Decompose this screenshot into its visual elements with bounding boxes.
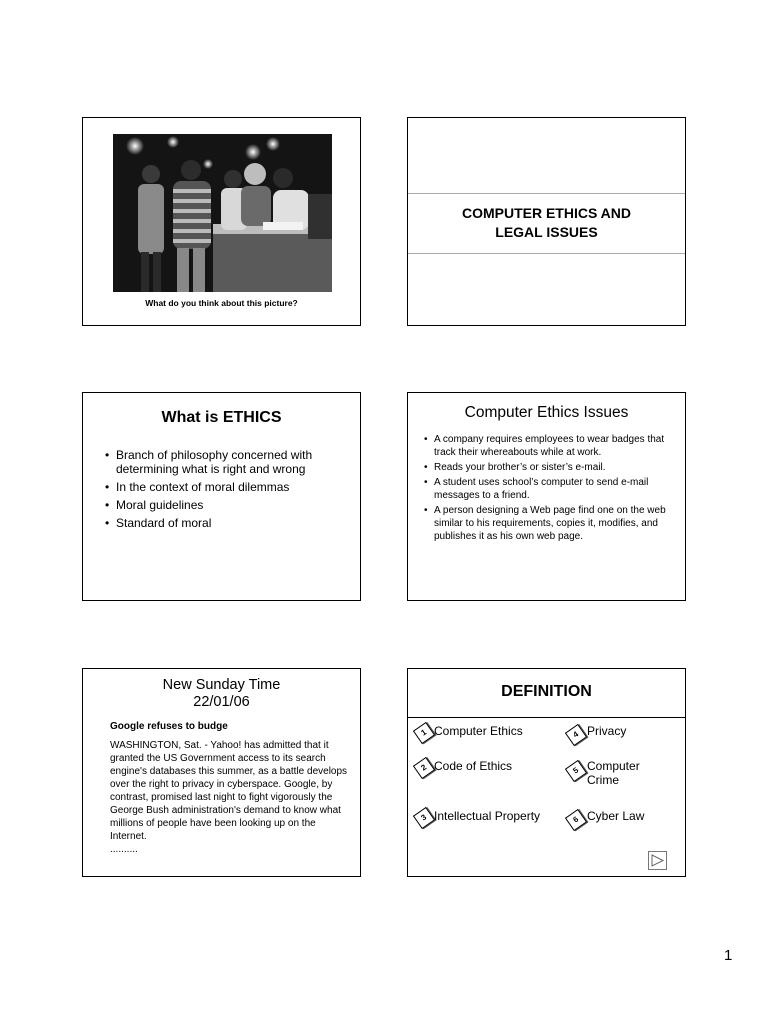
definition-link-cyber-law[interactable]: Cyber Law xyxy=(587,809,645,823)
divider-top xyxy=(408,193,685,194)
definition-link-computer-ethics[interactable]: Computer Ethics xyxy=(434,724,523,738)
list-item: • Moral guidelines xyxy=(103,498,348,512)
number-badge-4: 4 xyxy=(565,724,587,746)
slide-news xyxy=(82,668,361,877)
news-text: WASHINGTON, Sat. - Yahoo! has admitted that it granted the US Government access to its search engine's databases this summer, as a battle develops over the right to privacy in cyberspace. Google, by contrast, promised last night to fight vigorously the George Bush administration's demand to know what millions of people have been looking up on the Internet. xyxy=(110,740,348,842)
crowd-photo xyxy=(113,134,332,292)
slide-heading xyxy=(83,677,360,711)
number-badge-2: 2 xyxy=(413,757,435,779)
slide-what-is-ethics xyxy=(82,392,361,601)
number-badge-5: 5 xyxy=(565,760,587,782)
newspaper-name: New Sunday Time xyxy=(162,677,281,693)
slide-heading: DEFINITION xyxy=(501,683,592,700)
number-badge-1: 1 xyxy=(413,722,435,744)
news-body xyxy=(110,739,350,856)
number-badge-3: 3 xyxy=(413,807,435,829)
slide-definition xyxy=(407,668,686,877)
news-ellipsis: .......... xyxy=(110,844,138,855)
list-item: • A student uses school’s computer to send e-mail messages to a friend. xyxy=(422,476,680,502)
slide-photo xyxy=(82,117,361,326)
presentation-title xyxy=(408,204,685,242)
list-item: • A person designing a Web page find one on the web similar to his requirements, copies it, modifies, and publishes it as his own web page. xyxy=(422,504,680,543)
list-item: • Standard of moral xyxy=(103,516,348,530)
divider-bottom xyxy=(408,253,685,254)
list-item: • Reads your brother’s or sister’s e-mail. xyxy=(422,461,680,474)
slide-heading: Computer Ethics Issues xyxy=(464,404,629,421)
bullet-list xyxy=(103,448,348,534)
number-badge-6: 6 xyxy=(565,809,587,831)
page-number: 1 xyxy=(724,947,733,964)
bullet-list xyxy=(422,433,680,545)
news-headline: Google refuses to budge xyxy=(110,721,228,732)
next-slide-button[interactable] xyxy=(648,851,667,870)
slide-heading: What is ETHICS xyxy=(161,409,282,426)
photo-caption: What do you think about this picture? xyxy=(145,298,298,308)
definition-link-code-of-ethics[interactable]: Code of Ethics xyxy=(434,759,513,773)
definition-link-privacy[interactable]: Privacy xyxy=(587,724,627,738)
title-line-2: LEGAL ISSUES xyxy=(495,224,598,240)
list-item: • A company requires employees to wear badges that track their whereabouts while at work. xyxy=(422,433,680,459)
news-date: 22/01/06 xyxy=(193,694,250,710)
divider xyxy=(408,717,685,718)
slide-computer-ethics-issues xyxy=(407,392,686,601)
definition-link-computer-crime[interactable]: Computer Crime xyxy=(587,759,640,787)
list-item: • In the context of moral dilemmas xyxy=(103,480,348,494)
definition-link-intellectual-property[interactable]: Intellectual Property xyxy=(434,809,541,823)
list-item: • Branch of philosophy concerned with determining what is right and wrong xyxy=(103,448,348,476)
slide-title xyxy=(407,117,686,326)
play-arrow-icon xyxy=(649,852,666,869)
title-line-1: COMPUTER ETHICS AND xyxy=(461,205,632,221)
